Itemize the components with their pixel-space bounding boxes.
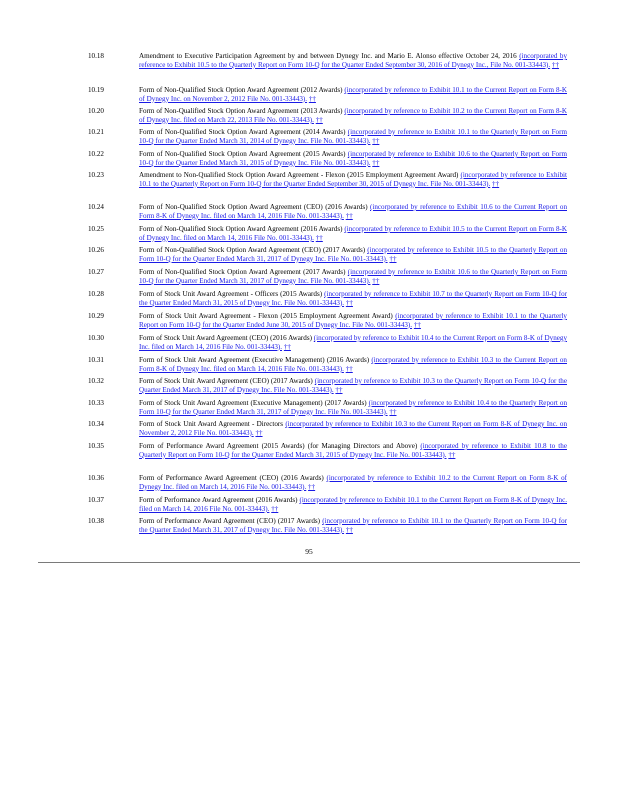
exhibit-description bbox=[139, 268, 567, 285]
exhibit-description bbox=[139, 225, 567, 242]
exhibit-reference-link[interactable]: (incorporated by reference to Exhibit 10.4 to the Current Report on Form 8-K of Dynegy Inc. filed on March 14, 2016 File No. 001-33443). bbox=[139, 334, 567, 351]
exhibit-description bbox=[139, 420, 567, 437]
exhibit-reference-link[interactable]: (incorporated by reference to Exhibit 10.5 to the Quarterly Report on Form 10-Q for the Quarter Ended September 30, 2016 of Dynegy Inc., File No. 001-33443). bbox=[139, 52, 568, 69]
exhibit-description bbox=[139, 496, 567, 513]
exhibit-description bbox=[139, 150, 567, 167]
dagger-mark[interactable]: †† bbox=[315, 233, 323, 242]
exhibit-description bbox=[139, 171, 567, 188]
dagger-mark[interactable]: †† bbox=[345, 525, 353, 534]
dagger-mark[interactable]: †† bbox=[345, 211, 353, 220]
dagger-mark[interactable]: †† bbox=[413, 320, 421, 329]
exhibit-reference-link[interactable]: (incorporated by reference to Exhibit 10.1 to the Quarterly Report on Form 10-Q for the Quarter Ended March 31, 2014 of Dynegy Inc. File No. 001-33443). bbox=[139, 128, 567, 145]
exhibit-number: 10.28 bbox=[88, 290, 104, 298]
exhibit-number: 10.37 bbox=[88, 496, 104, 504]
exhibit-title: Amendment to Non-Qualified Stock Option Award Agreement - Flexon (2015 Employment Agreement Award) bbox=[139, 171, 459, 179]
exhibit-description bbox=[139, 128, 567, 145]
exhibit-description bbox=[139, 442, 567, 459]
exhibit-reference-link[interactable]: (incorporated by reference to Exhibit 10.3 to the Quarterly Report on Form 10-Q for the Quarter Ended March 31, 2017 of Dynegy Inc. File No. 001-33443). bbox=[139, 377, 567, 394]
exhibit-number: 10.33 bbox=[88, 399, 104, 407]
exhibit-number: 10.32 bbox=[88, 377, 104, 385]
exhibit-title: Form of Non-Qualified Stock Option Award Agreement (2012 Awards) bbox=[139, 86, 343, 94]
exhibit-title: Form of Non-Qualified Stock Option Award Agreement (2017 Awards) bbox=[139, 268, 346, 276]
exhibit-description bbox=[139, 312, 567, 329]
exhibit-reference-link[interactable]: (incorporated by reference to Exhibit 10.6 to the Quarterly Report on Form 10-Q for the Quarter Ended March 31, 2015 of Dynegy Inc. File No. 001-33443). bbox=[139, 150, 567, 167]
exhibit-title: Form of Non-Qualified Stock Option Award Agreement (2015 Awards) bbox=[139, 150, 346, 158]
dagger-mark[interactable]: †† bbox=[448, 450, 456, 459]
exhibit-reference-link[interactable]: (incorporated by reference to Exhibit 10.1 to the Current Report on Form 8-K of Dynegy Inc. filed on March 14, 2016 File No. 001-33443). bbox=[139, 496, 567, 513]
dagger-mark[interactable]: †† bbox=[271, 504, 279, 513]
exhibit-reference-link[interactable]: (incorporated by reference to Exhibit 10.1 to the Quarterly Report on Form 10-Q for the Quarter Ended March 31, 2017 of Dynegy Inc. File No. 001-33443). bbox=[139, 517, 567, 534]
exhibit-number: 10.27 bbox=[88, 268, 104, 276]
exhibit-description bbox=[139, 246, 567, 263]
exhibit-number: 10.19 bbox=[88, 86, 104, 94]
exhibit-description bbox=[139, 52, 567, 69]
exhibit-reference-link[interactable]: (incorporated by reference to Exhibit 10.3 to the Current Report on Form 8-K of Dynegy Inc. filed on March 14, 2016 File No. 001-33443). bbox=[139, 356, 567, 373]
exhibit-reference-link[interactable]: (incorporated by reference to Exhibit 10.6 to the Current Report on Form 8-K of Dynegy Inc. filed on March 14, 2016 File No. 001-33443). bbox=[139, 203, 567, 220]
exhibit-title: Form of Performance Award Agreement (CEO) (2017 Awards) bbox=[139, 517, 320, 525]
exhibit-number: 10.18 bbox=[88, 52, 104, 60]
exhibit-number: 10.35 bbox=[88, 442, 104, 450]
footer-divider bbox=[38, 562, 580, 563]
dagger-mark[interactable]: †† bbox=[308, 482, 316, 491]
exhibit-title: Form of Stock Unit Award Agreement (CEO) (2017 Awards) bbox=[139, 377, 313, 385]
exhibit-number: 10.38 bbox=[88, 517, 104, 525]
exhibit-title: Form of Non-Qualified Stock Option Award Agreement (CEO) (2017 Awards) bbox=[139, 246, 366, 254]
dagger-mark[interactable]: †† bbox=[372, 136, 380, 145]
exhibit-title: Form of Stock Unit Award Agreement (CEO) (2016 Awards) bbox=[139, 334, 312, 342]
exhibit-reference-link[interactable]: (incorporated by reference to Exhibit 10.5 to the Quarterly Report on Form 10-Q for the Quarter Ended March 31, 2017 of Dynegy Inc. File No. 001-33443). bbox=[139, 246, 568, 263]
exhibit-title: Form of Stock Unit Award Agreement (Executive Management) (2017 Awards) bbox=[139, 399, 367, 407]
exhibit-number: 10.34 bbox=[88, 420, 104, 428]
exhibit-title: Form of Stock Unit Award Agreement - Officers (2015 Awards) bbox=[139, 290, 323, 298]
exhibit-title: Form of Non-Qualified Stock Option Award Agreement (2013 Awards) bbox=[139, 107, 343, 115]
dagger-mark[interactable]: †† bbox=[372, 158, 380, 167]
exhibit-title: Form of Non-Qualified Stock Option Award Agreement (2016 Awards) bbox=[139, 225, 343, 233]
exhibit-number: 10.22 bbox=[88, 150, 104, 158]
exhibit-number: 10.24 bbox=[88, 203, 104, 211]
exhibit-number: 10.23 bbox=[88, 171, 104, 179]
exhibit-number: 10.29 bbox=[88, 312, 104, 320]
exhibit-number: 10.30 bbox=[88, 334, 104, 342]
exhibit-reference-link[interactable]: (incorporated by reference to Exhibit 10.1 to the Quarterly Report on Form 10-Q for the Quarter Ended September 30, 2015 of Dynegy Inc. File No. 001-33443). bbox=[139, 171, 567, 188]
dagger-mark[interactable]: †† bbox=[345, 298, 353, 307]
dagger-mark[interactable]: †† bbox=[335, 385, 343, 394]
exhibit-reference-link[interactable]: (incorporated by reference to Exhibit 10.1 to the Quarterly Report on Form 10-Q for the Quarter Ended June 30, 2015 of Dynegy Inc. File No. 001-33443). bbox=[139, 312, 567, 329]
exhibit-number: 10.21 bbox=[88, 128, 104, 136]
dagger-mark[interactable]: †† bbox=[389, 407, 397, 416]
exhibit-reference-link[interactable]: (incorporated by reference to Exhibit 10.7 to the Quarterly Report on Form 10-Q for the Quarter Ended March 31, 2015 of Dynegy Inc. File No. 001-33443). bbox=[139, 290, 567, 307]
exhibit-reference-link[interactable]: (incorporated by reference to Exhibit 10.2 to the Current Report on Form 8-K of Dynegy Inc. filed on March 22, 2013 File No. 001-33443). bbox=[139, 107, 567, 124]
exhibit-number: 10.20 bbox=[88, 107, 104, 115]
dagger-mark[interactable]: †† bbox=[315, 115, 323, 124]
exhibit-title: Form of Stock Unit Award Agreement - Flexon (2015 Employment Agreement Award) bbox=[139, 312, 393, 320]
exhibit-description bbox=[139, 290, 567, 307]
exhibit-title: Form of Non-Qualified Stock Option Award Agreement (2014 Awards) bbox=[139, 128, 346, 136]
exhibit-reference-link[interactable]: (incorporated by reference to Exhibit 10.5 to the Current Report on Form 8-K of Dynegy Inc. filed on March 14, 2016 File No. 001-33443). bbox=[139, 225, 567, 242]
exhibit-description bbox=[139, 203, 567, 220]
exhibit-reference-link[interactable]: (incorporated by reference to Exhibit 10.6 to the Quarterly Report on Form 10-Q for the Quarter Ended March 31, 2017 of Dynegy Inc. File No. 001-33443). bbox=[139, 268, 567, 285]
dagger-mark[interactable]: †† bbox=[492, 179, 500, 188]
exhibit-title: Form of Performance Award Agreement (CEO) (2016 Awards) bbox=[139, 474, 324, 482]
exhibit-number: 10.36 bbox=[88, 474, 104, 482]
dagger-mark[interactable]: †† bbox=[283, 342, 291, 351]
dagger-mark[interactable]: †† bbox=[551, 60, 560, 69]
exhibit-reference-link[interactable]: (incorporated by reference to Exhibit 10.8 to the Quarterly Report on Form 10-Q for the Quarter Ended March 31, 2015 of Dynegy Inc. File No. 001-33443). bbox=[139, 442, 567, 459]
exhibit-reference-link[interactable]: (incorporated by reference to Exhibit 10.2 to the Current Report on Form 8-K of Dynegy Inc. filed on March 14, 2016 File No. 001-33443). bbox=[139, 474, 567, 491]
exhibit-title: Form of Stock Unit Award Agreement - Directors bbox=[139, 420, 284, 428]
exhibit-reference-link[interactable]: (incorporated by reference to Exhibit 10.1 to the Current Report on Form 8-K of Dynegy Inc. on November 2, 2012 File No. 001-33443). bbox=[139, 86, 567, 103]
exhibit-number: 10.26 bbox=[88, 246, 104, 254]
exhibit-title: Form of Non-Qualified Stock Option Award Agreement (CEO) (2016 Awards) bbox=[139, 203, 368, 211]
exhibit-title: Form of Performance Award Agreement (2016 Awards) bbox=[139, 496, 298, 504]
dagger-mark[interactable]: †† bbox=[345, 364, 353, 373]
page-number: 95 bbox=[305, 547, 313, 556]
exhibit-title: Form of Stock Unit Award Agreement (Executive Management) (2016 Awards) bbox=[139, 356, 370, 364]
exhibit-description bbox=[139, 334, 567, 351]
exhibit-description bbox=[139, 377, 567, 394]
exhibit-reference-link[interactable]: (incorporated by reference to Exhibit 10.4 to the Quarterly Report on Form 10-Q for the Quarter Ended March 31, 2017 of Dynegy Inc. File No. 001-33443). bbox=[139, 399, 567, 416]
dagger-mark[interactable]: †† bbox=[255, 428, 263, 437]
exhibit-number: 10.25 bbox=[88, 225, 104, 233]
exhibit-title: Amendment to Executive Participation Agreement by and between Dynegy Inc. and Mario E. Alonso effective October 24, 2016 bbox=[139, 52, 517, 60]
dagger-mark[interactable]: †† bbox=[308, 94, 316, 103]
exhibit-description bbox=[139, 86, 567, 103]
dagger-mark[interactable]: †† bbox=[389, 254, 397, 263]
exhibit-title: Form of Performance Award Agreement (2015 Awards) (for Managing Directors and Above) bbox=[139, 442, 418, 450]
exhibit-description bbox=[139, 107, 567, 124]
dagger-mark[interactable]: †† bbox=[372, 276, 380, 285]
exhibit-number: 10.31 bbox=[88, 356, 104, 364]
exhibit-description bbox=[139, 474, 567, 491]
exhibit-reference-link[interactable]: (incorporated by reference to Exhibit 10.3 to the Current Report on Form 8-K of Dynegy Inc. on November 2, 2012 File No. 001-33443). bbox=[139, 420, 567, 437]
exhibit-description bbox=[139, 517, 567, 534]
exhibit-description bbox=[139, 356, 567, 373]
exhibit-description bbox=[139, 399, 567, 416]
